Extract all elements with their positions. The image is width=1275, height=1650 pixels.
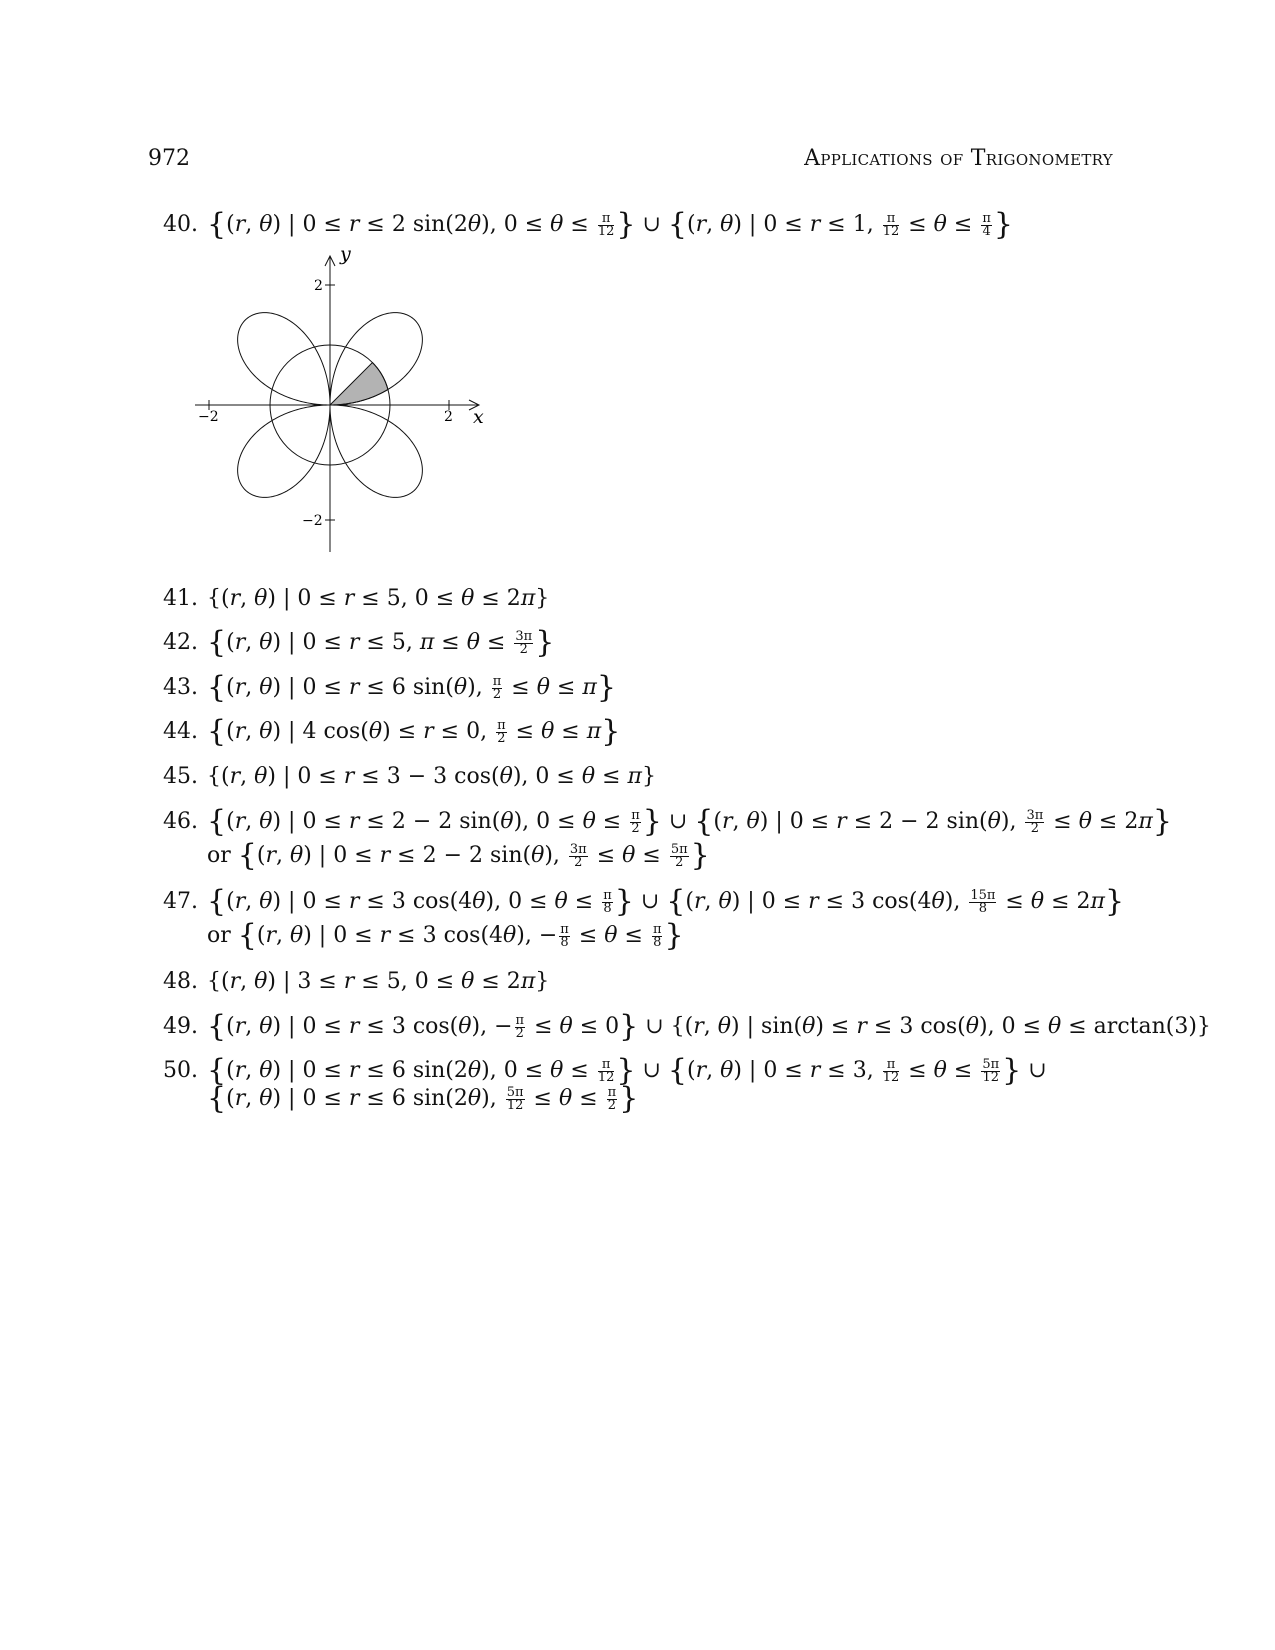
problem-48 [163,965,549,999]
page-number: 972 [148,146,190,171]
shaded-region [330,363,388,405]
y-tick-label-pos2: 2 [314,278,323,294]
set-expression: {(r, θ) | 0 ≤ r ≤ 2 sin(2θ), 0 ≤ θ ≤ $\frac{\pi}{12}$ } ∪ {(r, θ) | 0 ≤ r ≤ 1, $\frac{\pi}{12}$ ≤ θ ≤ $\frac{\pi}{4}$ } [207,207,1013,242]
problem-number: 47. [163,889,198,914]
problem-40 [163,208,1013,242]
problem-number: 44. [163,719,198,744]
set-expression: {(r, θ) | 0 ≤ r ≤ 3 cos(4θ), 0 ≤ θ ≤ $\frac{\pi}{8}$ } ∪ {(r, θ) | 0 ≤ r ≤ 3 cos(4θ), $\frac{15\pi}{8}$ ≤ θ ≤ 2π} [207,884,1125,919]
alt-set-expression: {(r, θ) | 0 ≤ r ≤ 3 cos(4θ), − $\frac{\pi}{8}$ ≤ θ ≤ $\frac{\pi}{8}$ } [237,918,684,953]
problem-number: 41. [163,586,198,611]
set-expression: {(r, θ) | 0 ≤ r ≤ 6 sin(θ), $\frac{\pi}{2}$ ≤ θ ≤ π} [207,670,616,705]
x-tick-label-pos2: 2 [444,409,453,425]
set-expression: {(r, θ) | 0 ≤ r ≤ 6 sin(2θ), 0 ≤ θ ≤ $\frac{\pi}{12}$ } ∪ {(r, θ) | 0 ≤ r ≤ 3, $\frac{\pi}{12}$ ≤ θ ≤ $\frac{5\pi}{12}$ } ∪ [207,1053,1047,1088]
problem-44 [163,715,620,749]
problem-number: 49. [163,1014,198,1039]
set-expression: {(r, θ) | 0 ≤ r ≤ 2 − 2 sin(θ), 0 ≤ θ ≤ $\frac{\pi}{2}$ } ∪ {(r, θ) | 0 ≤ r ≤ 2 − 2 sin(θ), $\frac{3\pi}{2}$ ≤ θ ≤ 2π} [207,804,1172,839]
problem-46 [163,805,1172,873]
or-label: or [207,843,231,868]
set-expression: {(r, θ) | 0 ≤ r ≤ 3 cos(θ), − $\frac{\pi}{2}$ ≤ θ ≤ 0} ∪ {(r, θ) | sin(θ) ≤ r ≤ 3 cos(θ), 0 ≤ θ ≤ arctan(3)} [207,1009,1211,1044]
problem-number: 50. [163,1058,198,1083]
problem-47 [163,885,1124,953]
problem-45 [163,760,656,794]
y-axis-label: y [340,250,351,265]
alt-set-expression: {(r, θ) | 0 ≤ r ≤ 2 − 2 sin(θ), $\frac{3\pi}{2}$ ≤ θ ≤ $\frac{5\pi}{2}$ } [237,838,710,873]
set-expression: {(r, θ) | 0 ≤ r ≤ 5, π ≤ θ ≤ $\frac{3\pi}{2}$ } [207,625,555,660]
problem-number: 45. [163,764,198,789]
set-expression: {(r, θ) | 0 ≤ r ≤ 3 − 3 cos(θ), 0 ≤ θ ≤ π} [207,764,656,789]
problem-50 [163,1054,1047,1116]
problem-number: 40. [163,212,198,237]
polar-graph [190,250,510,570]
problem-number: 42. [163,630,198,655]
problem-number: 46. [163,809,198,834]
x-tick-label-neg2: −2 [198,409,219,425]
problem-number: 43. [163,675,198,700]
set-expression: {(r, θ) | 4 cos(θ) ≤ r ≤ 0, $\frac{\pi}{2}$ ≤ θ ≤ π} [207,714,621,749]
running-head: Applications of Trigonometry [804,146,1113,171]
y-tick-label-neg2: −2 [302,513,323,529]
set-expression: {(r, θ) | 3 ≤ r ≤ 5, 0 ≤ θ ≤ 2π} [207,969,550,994]
problem-42 [163,626,554,660]
problem-49 [163,1010,1211,1044]
set-expression: {(r, θ) | 0 ≤ r ≤ 5, 0 ≤ θ ≤ 2π} [207,586,550,611]
set-expression-continued: {(r, θ) | 0 ≤ r ≤ 6 sin(2θ), $\frac{5\pi}{12}$ ≤ θ ≤ $\frac{\pi}{2}$ } [207,1081,639,1116]
or-label: or [207,923,231,948]
problem-41 [163,582,549,616]
problem-43 [163,671,616,705]
problem-number: 48. [163,969,198,994]
x-axis-label: x [473,406,484,428]
